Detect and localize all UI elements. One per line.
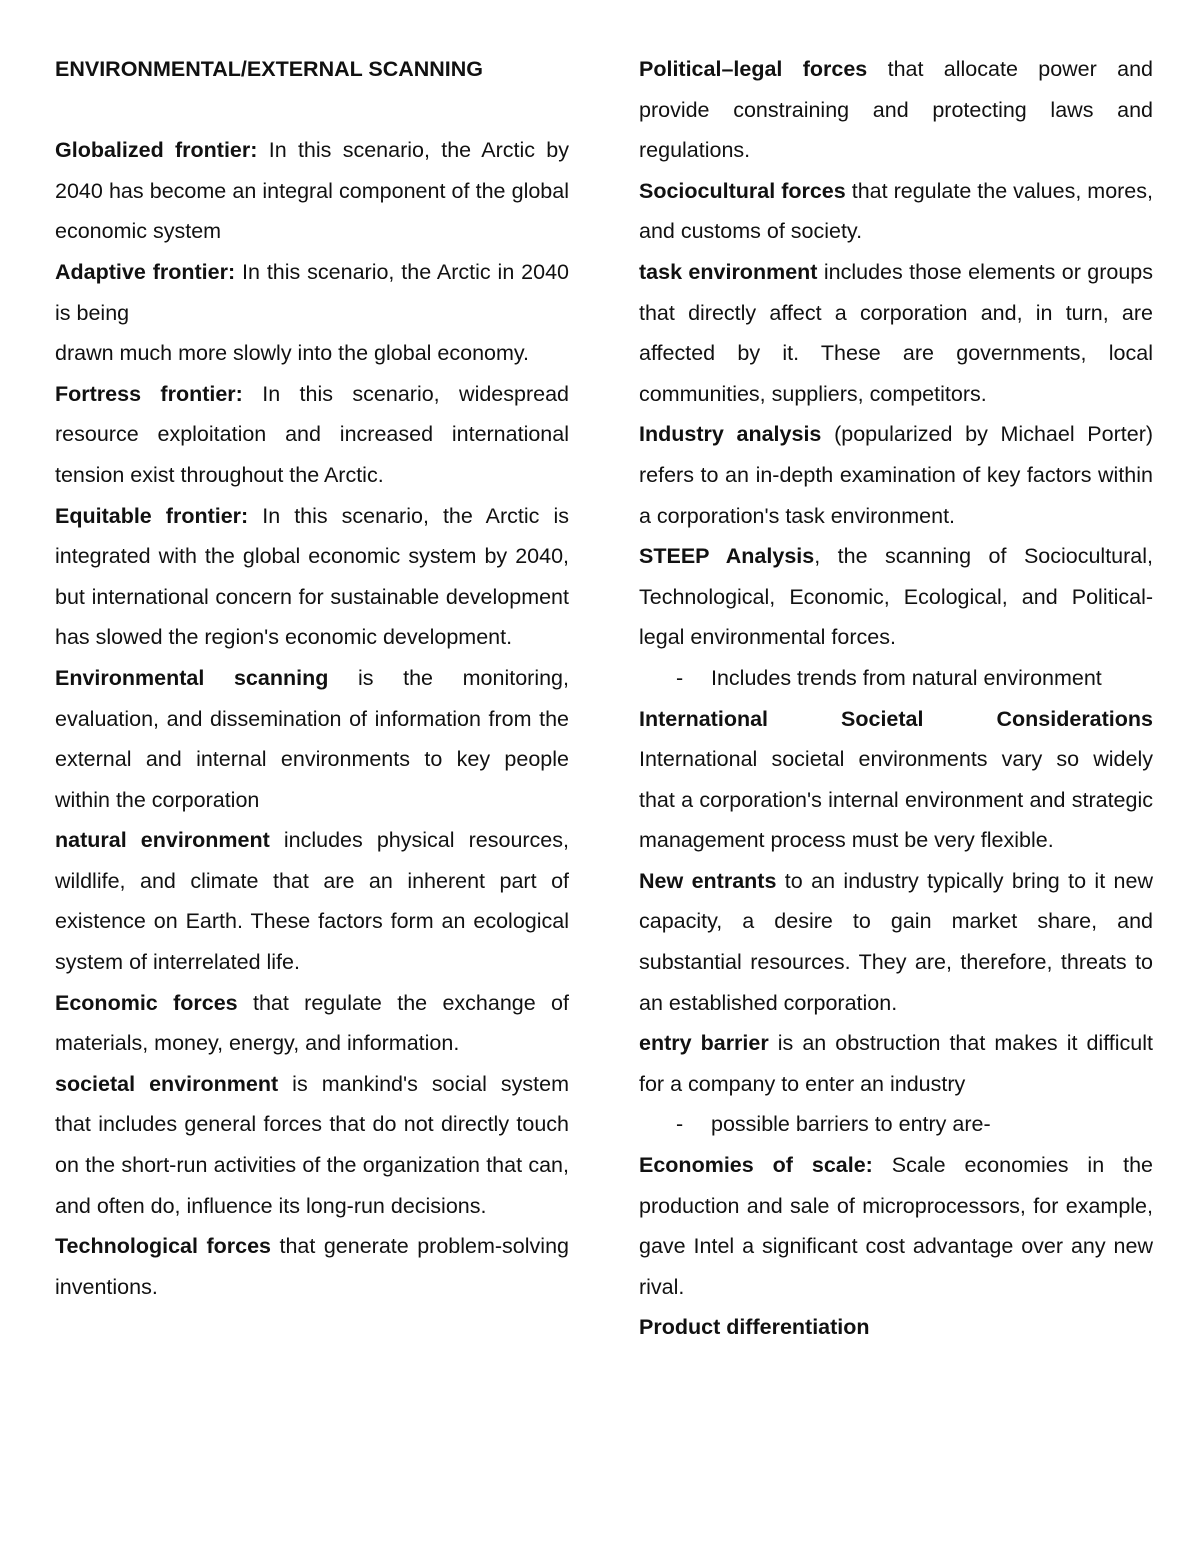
definition-text: that regulate the values, mores, and customs of society.	[639, 178, 1153, 244]
definition-natural-environment	[55, 820, 569, 982]
bullet-text: Includes trends from natural environment	[711, 665, 1102, 690]
definition-text: , the scanning of Sociocultural, Technological, Economic, Ecological, and Political-legal environmental forces.	[639, 544, 1154, 650]
definition-text: includes physical resources, wildlife, and climate that are an inherent part of existence on Earth. These factors form an ecological system of interrelated life.	[55, 828, 569, 975]
definition-text: that generate problem-solving inventions.	[55, 1234, 569, 1299]
definition-text: to an industry typically bring to it new capacity, a desire to gain market share, and substantial resources. They are, therefore, threats to an established corporation.	[639, 868, 1153, 1015]
definition-new-entrants	[639, 861, 1153, 1023]
definition-text: In this scenario, the Arctic by 2040 has become an integral component of the global economic system	[55, 138, 569, 244]
heading-international-societal-considerations: International Societal Considerations	[639, 706, 1153, 731]
definition-industry-analysis	[639, 414, 1153, 536]
term: natural environment	[55, 828, 270, 853]
term: Product differentiation	[639, 1315, 870, 1340]
term: Globalized frontier:	[55, 138, 258, 163]
definition-adaptive-frontier	[55, 252, 569, 333]
definition-equitable-frontier	[55, 496, 569, 658]
term: task environment	[639, 259, 818, 284]
definition-economies-of-scale	[639, 1145, 1153, 1307]
definition-text: In this scenario, the Arctic in 2040 is being	[55, 259, 569, 325]
definition-political-legal-forces	[639, 49, 1153, 171]
heading-product-differentiation	[639, 1307, 1153, 1348]
term: entry barrier	[639, 1031, 769, 1056]
term: STEEP Analysis	[639, 544, 815, 569]
definition-economic-forces	[55, 983, 569, 1064]
term: New entrants	[639, 868, 777, 893]
term: Economic forces	[55, 990, 238, 1015]
definition-environmental-scanning	[55, 658, 569, 820]
term: Political–legal forces	[639, 57, 868, 81]
term: Sociocultural forces	[639, 178, 846, 203]
international-societal-text: International societal environments vary so widely that a corporation's internal environment and strategic management process must be very flexible.	[639, 747, 1153, 853]
definition-text: is the monitoring, evaluation, and dissemination of information from the external and internal environments to key people within the corporation	[55, 665, 569, 812]
term: Adaptive frontier:	[55, 259, 236, 284]
definition-entry-barrier	[639, 1023, 1153, 1104]
term: Economies of scale:	[639, 1153, 873, 1178]
definition-societal-environment	[55, 1064, 569, 1226]
definition-sociocultural-forces	[639, 171, 1153, 252]
definition-text: Scale economies in the production and sale of microprocessors, for example, gave Intel a significant cost advantage over any new rival.	[639, 1153, 1153, 1299]
adaptive-frontier-continuation	[55, 333, 569, 374]
definition-text: drawn much more slowly into the global economy.	[55, 341, 530, 366]
definition-task-environment	[639, 252, 1153, 414]
definition-text: is mankind's social system that includes general forces that do not directly touch on the short-run activities of the organization that can, and often do, influence its long-run decisions.	[55, 1071, 569, 1218]
right-column	[639, 49, 1153, 1348]
term: societal environment	[55, 1071, 279, 1096]
term: Fortress frontier:	[55, 381, 243, 406]
definition-text: that regulate the exchange of materials, money, energy, and information.	[55, 990, 569, 1056]
bullet-barriers-to-entry	[639, 1104, 1153, 1145]
left-column	[55, 49, 569, 1307]
definition-text: is an obstruction that makes it difficult for a company to enter an industry	[639, 1031, 1154, 1096]
term: Technological forces	[55, 1234, 271, 1259]
definition-steep-analysis	[639, 536, 1153, 658]
bullet-dash: -	[676, 665, 684, 690]
term: Environmental scanning	[55, 665, 329, 690]
term: Industry analysis	[639, 422, 822, 447]
bullet-text: possible barriers to entry are-	[711, 1112, 991, 1137]
definition-text: includes those elements or groups that directly affect a corporation and, in turn, are affected by it. These are governments, local communities, suppliers, competitors.	[639, 259, 1153, 406]
definition-text: (popularized by Michael Porter) refers to an in-depth examination of key factors within a corporation's task environment.	[639, 422, 1154, 528]
term: Equitable frontier:	[55, 503, 249, 528]
definition-fortress-frontier	[55, 374, 569, 496]
definition-globalized-frontier	[55, 130, 569, 252]
definition-text: that allocate power and provide constraining and protecting laws and regulations.	[639, 57, 1153, 163]
definition-text: In this scenario, the Arctic is integrated with the global economic system by 2040, but international concern for sustainable development has slowed the region's economic development.	[55, 503, 569, 650]
definition-technological-forces	[55, 1226, 569, 1307]
bullet-natural-trends	[639, 658, 1153, 699]
page-title: ENVIRONMENTAL/EXTERNAL SCANNING	[55, 57, 484, 81]
bullet-dash: -	[676, 1112, 684, 1137]
definition-text: In this scenario, widespread resource exploitation and increased international tension exist throughout the Arctic.	[55, 381, 569, 487]
